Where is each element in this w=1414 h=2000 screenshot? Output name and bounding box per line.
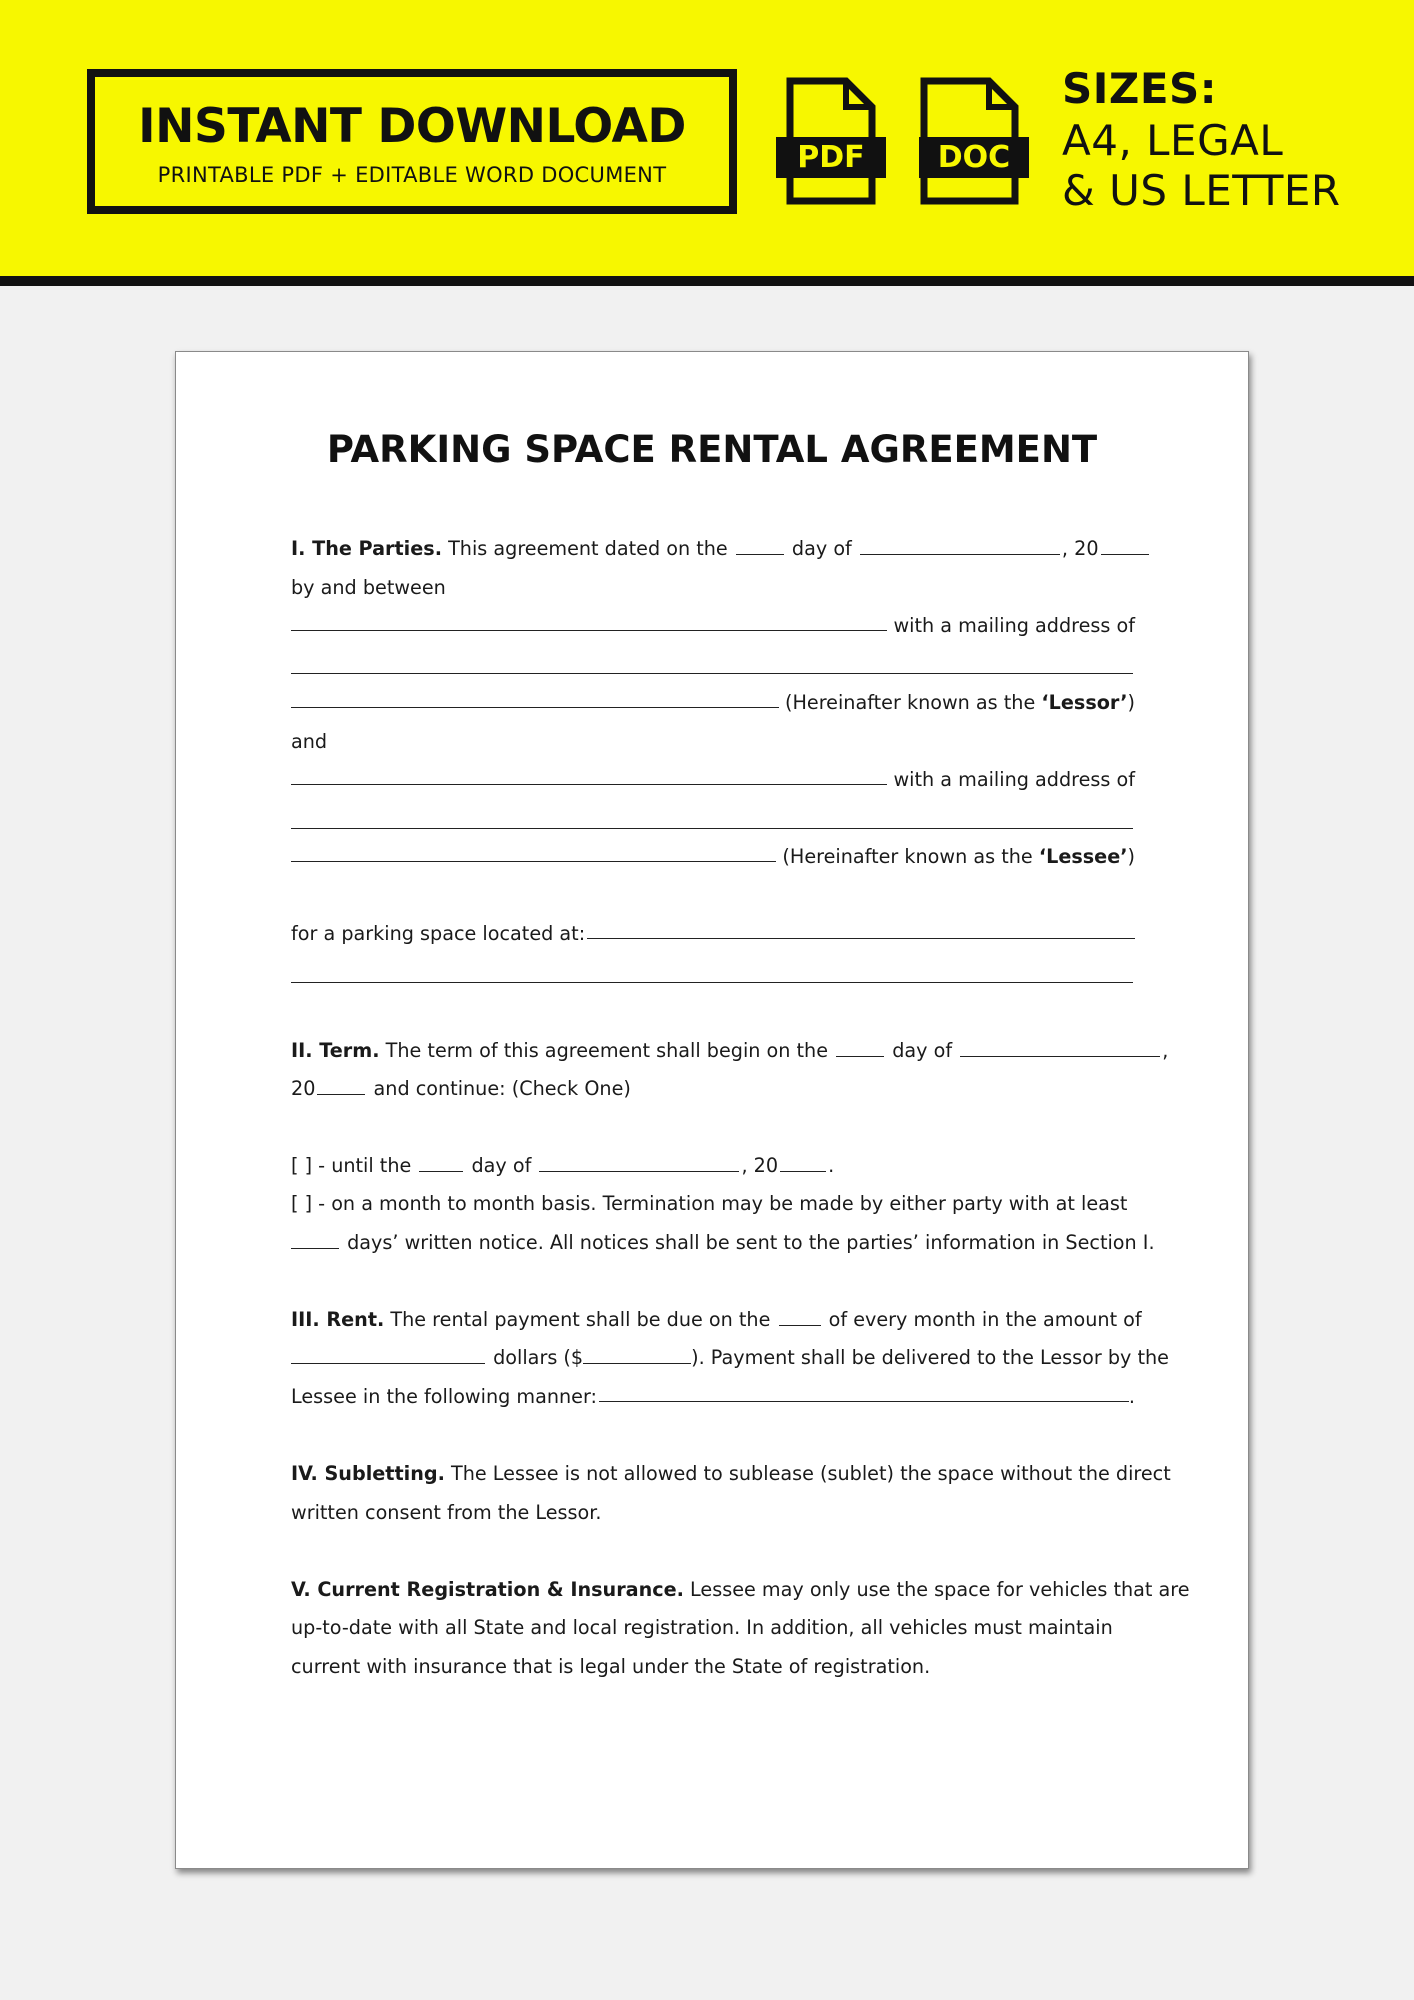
blank-lessee-name [291, 765, 887, 785]
blank-payment-manner [599, 1382, 1129, 1402]
day-of-text: day of [785, 537, 858, 560]
parties-heading: I. The Parties. [291, 537, 442, 560]
rent-line-3 [291, 1382, 1135, 1412]
blank-location-2 [291, 982, 1133, 983]
lessor-name-line [291, 611, 1135, 641]
blank-term-year [317, 1075, 365, 1095]
term-option-notice [291, 1228, 1155, 1258]
lessor-address-line [291, 688, 1135, 718]
payment-delivery-text: ). Payment shall be delivered to the Lessor by the [691, 1346, 1169, 1369]
blank-rent-due-day [779, 1306, 821, 1326]
blank-lessee-address-1 [291, 828, 1133, 829]
term-continue-text: and continue: (Check One) [367, 1077, 631, 1100]
blank-until-month [539, 1152, 739, 1172]
until-day-of: day of [465, 1154, 538, 1177]
and-text: and [291, 730, 328, 753]
blank-term-day [836, 1037, 884, 1057]
blank-rent-words [291, 1344, 485, 1364]
sizes-heading: SIZES: [1062, 64, 1218, 113]
subletting-line-1 [291, 1459, 1171, 1489]
subletting-heading: IV. Subletting. [291, 1462, 445, 1485]
rent-line-2 [291, 1343, 1169, 1373]
sizes-line-1: A4, LEGAL [1062, 116, 1284, 165]
term-text: The term of this agreement shall begin on the [379, 1039, 835, 1062]
subletting-line-2: written consent from the Lessor. [291, 1501, 602, 1524]
notice-text: days’ written notice. All notices shall be sent to the parties’ information in Section I. [341, 1231, 1155, 1254]
doc-file-icon [919, 77, 1029, 205]
term-heading: II. Term. [291, 1039, 380, 1062]
registration-text: Lessee may only use the space for vehicles that are [683, 1578, 1190, 1601]
parties-text: This agreement dated on the [441, 537, 734, 560]
subletting-text: The Lessee is not allowed to sublease (sublet) the space without the direct [444, 1462, 1171, 1485]
blank-lessor-address-1 [291, 673, 1133, 674]
rent-line-1 [291, 1305, 1142, 1335]
parties-line-2: by and between [291, 576, 446, 599]
instant-download-subtitle: PRINTABLE PDF + EDITABLE WORD DOCUMENT [157, 163, 667, 187]
year-prefix: , 20 [1061, 537, 1099, 560]
lessor-label: ‘Lessor’ [1041, 691, 1128, 714]
lessee-name-line [291, 765, 1135, 795]
instant-download-box [87, 69, 737, 214]
blank-lessor-address-2 [291, 688, 779, 708]
sizes-line-2: & US LETTER [1062, 166, 1341, 215]
manner-text: Lessee in the following manner: [291, 1385, 597, 1408]
location-line [291, 919, 1135, 949]
banner-divider [0, 276, 1414, 286]
mailing-text-2: with a mailing address of [893, 768, 1135, 791]
rent-every-month-text: of every month in the amount of [822, 1308, 1142, 1331]
lessee-address-line [291, 842, 1135, 872]
registration-line-1 [291, 1575, 1190, 1605]
lessor-hereinafter: (Hereinafter known as the ‘Lessor’) [784, 691, 1135, 714]
mailing-text: with a mailing address of [893, 614, 1135, 637]
registration-line-2: up-to-date with all State and local registration. In addition, all vehicles must maintain [291, 1616, 1113, 1639]
until-checkbox-text: [ ] - until the [291, 1154, 418, 1177]
document-title: PARKING SPACE RENTAL AGREEMENT [326, 428, 1098, 471]
blank-term-month [960, 1037, 1160, 1057]
term-option-month-to-month: [ ] - on a month to month basis. Termination may be made by either party with at least [291, 1192, 1128, 1215]
blank-day [736, 535, 784, 555]
term-day-of: day of [886, 1039, 959, 1062]
instant-download-title: INSTANT DOWNLOAD [138, 99, 686, 154]
blank-lessee-address-2 [291, 842, 776, 862]
dollars-text: dollars ($ [487, 1346, 584, 1369]
blank-lessor-name [291, 611, 887, 631]
until-year-prefix: , 20 [741, 1154, 779, 1177]
lessee-label: ‘Lessee’ [1038, 845, 1128, 868]
pdf-badge: PDF [776, 137, 886, 178]
blank-month [860, 535, 1060, 555]
term-comma: , [1162, 1039, 1169, 1062]
term-line-1 [291, 1036, 1169, 1066]
term-option-until [291, 1151, 1135, 1181]
blank-until-year [780, 1152, 826, 1172]
blank-until-day [419, 1152, 463, 1172]
rent-text: The rental payment shall be due on the [384, 1308, 777, 1331]
blank-year [1101, 535, 1149, 555]
until-end: . [828, 1154, 835, 1177]
term-year-prefix: 20 [291, 1077, 316, 1100]
manner-end: . [1128, 1385, 1135, 1408]
doc-badge: DOC [919, 137, 1029, 178]
blank-location [587, 919, 1135, 939]
blank-notice-days [291, 1229, 339, 1249]
registration-heading: V. Current Registration & Insurance. [291, 1578, 684, 1601]
term-line-2 [291, 1074, 1135, 1104]
blank-rent-amount [583, 1344, 691, 1364]
pdf-file-icon [776, 77, 886, 205]
document-page [175, 351, 1249, 1869]
lessee-hereinafter: (Hereinafter known as the ‘Lessee’) [782, 845, 1135, 868]
location-text: for a parking space located at: [291, 922, 586, 945]
parties-line-1 [291, 534, 1135, 564]
registration-line-3: current with insurance that is legal under the State of registration. [291, 1655, 931, 1678]
rent-heading: III. Rent. [291, 1308, 385, 1331]
